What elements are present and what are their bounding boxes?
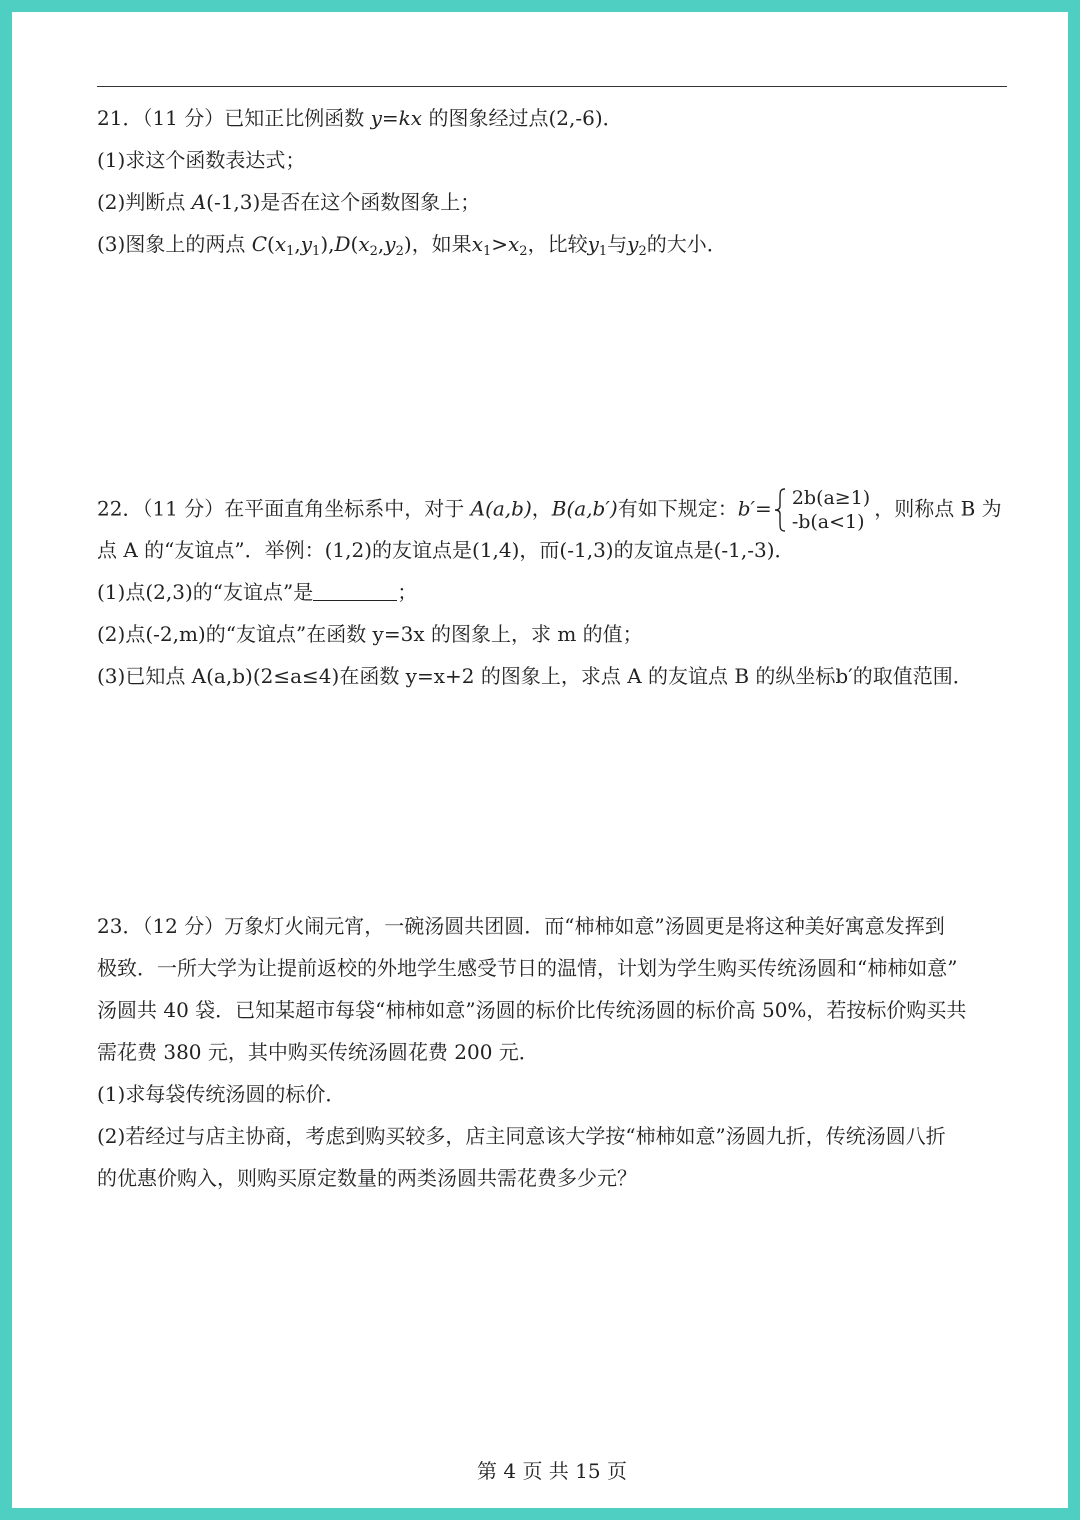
q21-part2: (2)判断点 A(-1,3)是否在这个函数图象上； [97, 190, 481, 214]
q21-header: 21．（11 分）已知正比例函数 y=kx 的图象经过点(2,-6)． [97, 106, 623, 130]
q23-line2: 极致．一所大学为让提前返校的外地学生感受节日的温情，计划为学生购买传统汤圆和“柿柿如意” [97, 956, 958, 980]
q23-part2-line2: 的优惠价购入，则购买原定数量的两类汤圆共需花费多少元？ [97, 1166, 637, 1190]
q23-part2-line1: (2)若经过与店主协商，考虑到购买较多，店主同意该大学按“柿柿如意”汤圆九折，传统汤圆八折 [97, 1124, 946, 1148]
q22-line2: 点 A 的“友谊点”．举例：(1,2)的友谊点是(1,4)，而(-1,3)的友谊点是(-1,-3)． [97, 538, 795, 562]
q23-line4: 需花费 380 元，其中购买传统汤圆花费 200 元． [97, 1040, 539, 1064]
q22-part2: (2)点(-2,m)的“友谊点”在函数 y=3x 的图象上，求 m 的值； [97, 622, 643, 646]
q23-part1: (1)求每袋传统汤圆的标价． [97, 1082, 346, 1106]
q21-part3: (3)图象上的两点 $C(x_1,y_1),D(x_2,y_2)$，如果$x_1>x_2$，比较$y_1$与$y_2$的大小． [97, 232, 727, 259]
q21-part1: (1)求这个函数表达式； [97, 148, 306, 172]
q22-header: 22．（11 分）在平面直角坐标系中，对于 A(a,b)，B(a,b′)有如下规定：b′= 2b(a≥1) -b(a<1) ，则称点 B 为 [97, 487, 1002, 533]
q23-line1: 23．（12 分）万象灯火闹元宵，一碗汤圆共团圆．而“柿柿如意”汤圆更是将这种美好寓意发挥到 [97, 914, 945, 938]
header-rule [97, 86, 1007, 87]
q22-part3: (3)已知点 A(a,b)(2≤a≤4)在函数 y=x+2 的图象上，求点 A 的友谊点 B 的纵坐标b′的取值范围． [97, 664, 973, 688]
q23-line3: 汤圆共 40 袋．已知某超市每袋“柿柿如意”汤圆的标价比传统汤圆的标价高 50%，若按标价购买共 [97, 998, 967, 1022]
answer-blank [313, 582, 397, 601]
brace-icon [774, 488, 786, 532]
q22-part1: (1)点(2,3)的“友谊点”是 ； [97, 580, 418, 604]
piecewise-definition: 2b(a≥1) -b(a<1) [774, 486, 870, 534]
page-number-footer: 第 4 页 共 15 页 [477, 1459, 627, 1483]
